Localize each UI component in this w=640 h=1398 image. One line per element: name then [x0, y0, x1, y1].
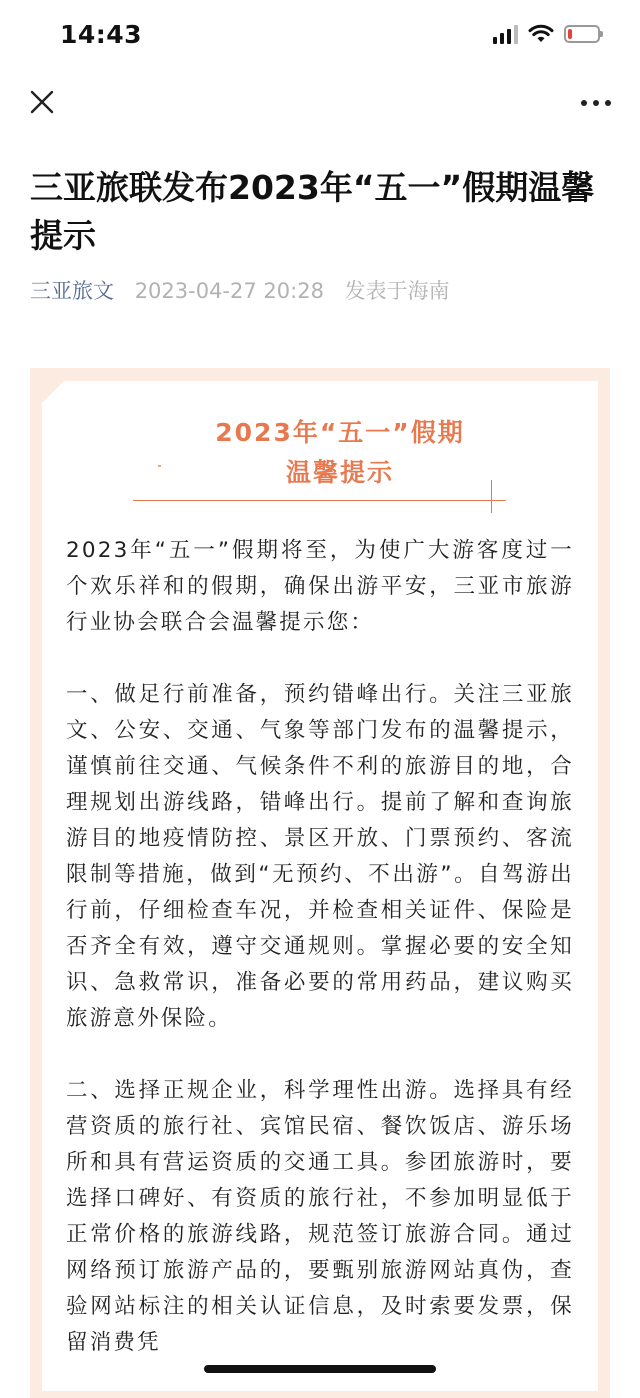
paragraph-intro: 2023年“五一”假期将至，为使广大游客度过一个欢乐祥和的假期，确保出游平安，三亚市旅游行业协会联合会温馨提示您： — [66, 538, 574, 635]
content-card — [42, 381, 598, 1391]
status-icons — [493, 24, 600, 44]
more-button[interactable] — [576, 88, 616, 118]
publish-location: 发表于海南 — [344, 279, 450, 303]
status-bar — [0, 0, 640, 72]
card-body — [66, 533, 574, 1391]
card-heading — [42, 413, 598, 493]
status-time: 14:43 — [60, 20, 143, 49]
wifi-icon — [528, 24, 554, 44]
close-button[interactable] — [24, 84, 60, 120]
article-title: 三亚旅联发布2023年“五一”假期温馨提示 — [30, 168, 595, 255]
paragraph-2: 二、选择正规企业，科学理性出游。选择具有经营资质的旅行社、宾馆民宿、餐饮饭店、游乐场所和具有营运资质的交通工具。参团旅游时，要选择口碑好、有资质的旅行社，不参加明显低于正常价格的旅游线路，规范签订旅游合同。通过网络预订旅游产品的，要甄别旅游网站真伪，查验网站标注的相关认证信息，及时索要发票，保留消费凭 — [66, 1078, 574, 1355]
close-icon — [24, 84, 60, 120]
cellular-signal-icon — [493, 24, 518, 44]
battery-icon — [564, 25, 600, 43]
more-icon — [576, 88, 616, 118]
battery-level — [568, 29, 572, 39]
heading-divider — [133, 500, 506, 501]
nav-bar — [0, 72, 640, 136]
card-heading-line1: 2023年“五一”假期 — [215, 418, 465, 447]
card-heading-line2: 温馨提示 — [285, 458, 394, 487]
home-indicator[interactable] — [204, 1365, 436, 1373]
account-link[interactable]: 三亚旅文 — [30, 279, 114, 303]
article-meta — [30, 276, 450, 306]
paragraph-1: 一、做足行前准备，预约错峰出行。关注三亚旅文、公安、交通、气象等部门发布的温馨提示，谨慎前往交通、气候条件不利的旅游目的地，合理规划出游线路，错峰出行。提前了解和查询旅游目的地疫情防控、景区开放、门票预约、客流限制等措施，做到“无预约、不出游”。自驾游出行前，仔细检查车况，并检查相关证件、保险是否齐全有效，遵守交通规则。掌握必要的安全知识、急救常识，准备必要的常用药品，建议购买旅游意外保险。 — [66, 682, 574, 1031]
publish-time: 2023-04-27 20:28 — [134, 279, 324, 303]
heading-decoration-dot — [158, 465, 161, 467]
heading-divider-tick — [491, 480, 492, 513]
